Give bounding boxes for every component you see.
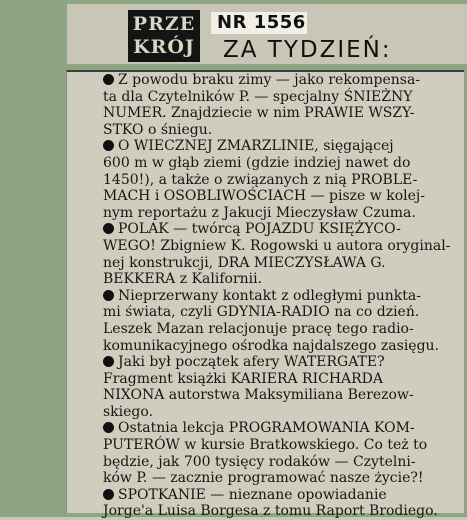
item-line: POLAK — twórcą POJAZDU KSIĘŻYCO- (103, 221, 455, 238)
list-item (103, 420, 455, 486)
item-line: Jaki był początek afery WATERGATE? (103, 354, 455, 371)
item-line: nej konstrukcji, DRA MIECZYSŁAWA G. (103, 254, 386, 271)
section-title: ZA TYDZIEŃ: (223, 37, 392, 63)
item-line: PUTERÓW w kursie Bratkowskiego. Co też to (103, 437, 428, 454)
list-item (103, 138, 455, 221)
item-line: skiego. (103, 403, 154, 420)
bullet-icon (103, 489, 114, 500)
item-line: O WIECZNEJ ZMARZLINIE, sięgającej (103, 138, 455, 155)
item-line: NIXONA autorstwa Maksymiliana Berezow- (103, 387, 414, 404)
item-line: 1450!), a także o związanych z nią PROBLE- (103, 171, 418, 188)
item-line: Fragment książki KARIERA RICHARDA (103, 370, 384, 387)
item-line: WEGO! Zbigniew K. Rogowski u autora oryginal- (103, 237, 451, 254)
przekroj-logo (128, 10, 200, 62)
item-line: nym reportażu z Jakucji Mieczysław Czuma. (103, 204, 416, 221)
logo-line-1: PRZE (132, 13, 196, 35)
item-line: Nieprzerwany kontakt z odległymi punkta- (103, 288, 455, 305)
item-line: BEKKERA z Kalifornii. (103, 271, 263, 288)
item-line: SPOTKANIE — nieznane opowiadanie (103, 487, 455, 504)
item-line: 600 m w głąb ziemi (gdzie indziej nawet do (103, 154, 411, 171)
item-line: MACH i OSOBLIWOŚCIACH — pisze w kolej- (103, 188, 425, 205)
item-line: będzie, jak 700 tysięcy rodaków — Czytelni- (103, 453, 416, 470)
list-item (103, 354, 455, 420)
list-item (103, 487, 455, 520)
list-item (103, 72, 455, 138)
item-line: mi świata, czyli GDYNIA-RADIO na co dzień. (103, 304, 420, 321)
item-line: Z powodu braku zimy — jako rekompensa- (103, 72, 455, 89)
article-list (103, 72, 455, 520)
bullet-icon (103, 140, 114, 151)
issue-number: NR 1556 (211, 12, 307, 34)
list-item (103, 288, 455, 354)
bullet-icon (103, 290, 114, 301)
item-line: Leszek Mazan relacjonuje pracę tego radio- (103, 320, 414, 337)
item-line: ków P. — zacznie programować nasze życie?! (103, 470, 424, 487)
item-line: Jorge'a Luisa Borgesa z tomu Raport Brodiego. (103, 503, 438, 520)
item-line: NUMER. Znajdziecie w nim PRAWIE WSZY- (103, 105, 415, 122)
bullet-icon (103, 223, 114, 234)
item-line: ta dla Czytelników P. — specjalny ŚNIEŻNY (103, 88, 413, 105)
logo-line-2: KRÓJ (133, 36, 195, 58)
bullet-icon (103, 74, 114, 85)
list-item (103, 221, 455, 287)
item-line: komunikacyjnego ośrodka najdalszego zasięgu. (103, 337, 440, 354)
item-line: Ostatnia lekcja PROGRAMOWANIA KOM- (103, 420, 455, 437)
bullet-icon (103, 422, 114, 433)
item-line: STKO o śniegu. (103, 121, 213, 138)
bullet-icon (103, 356, 114, 367)
